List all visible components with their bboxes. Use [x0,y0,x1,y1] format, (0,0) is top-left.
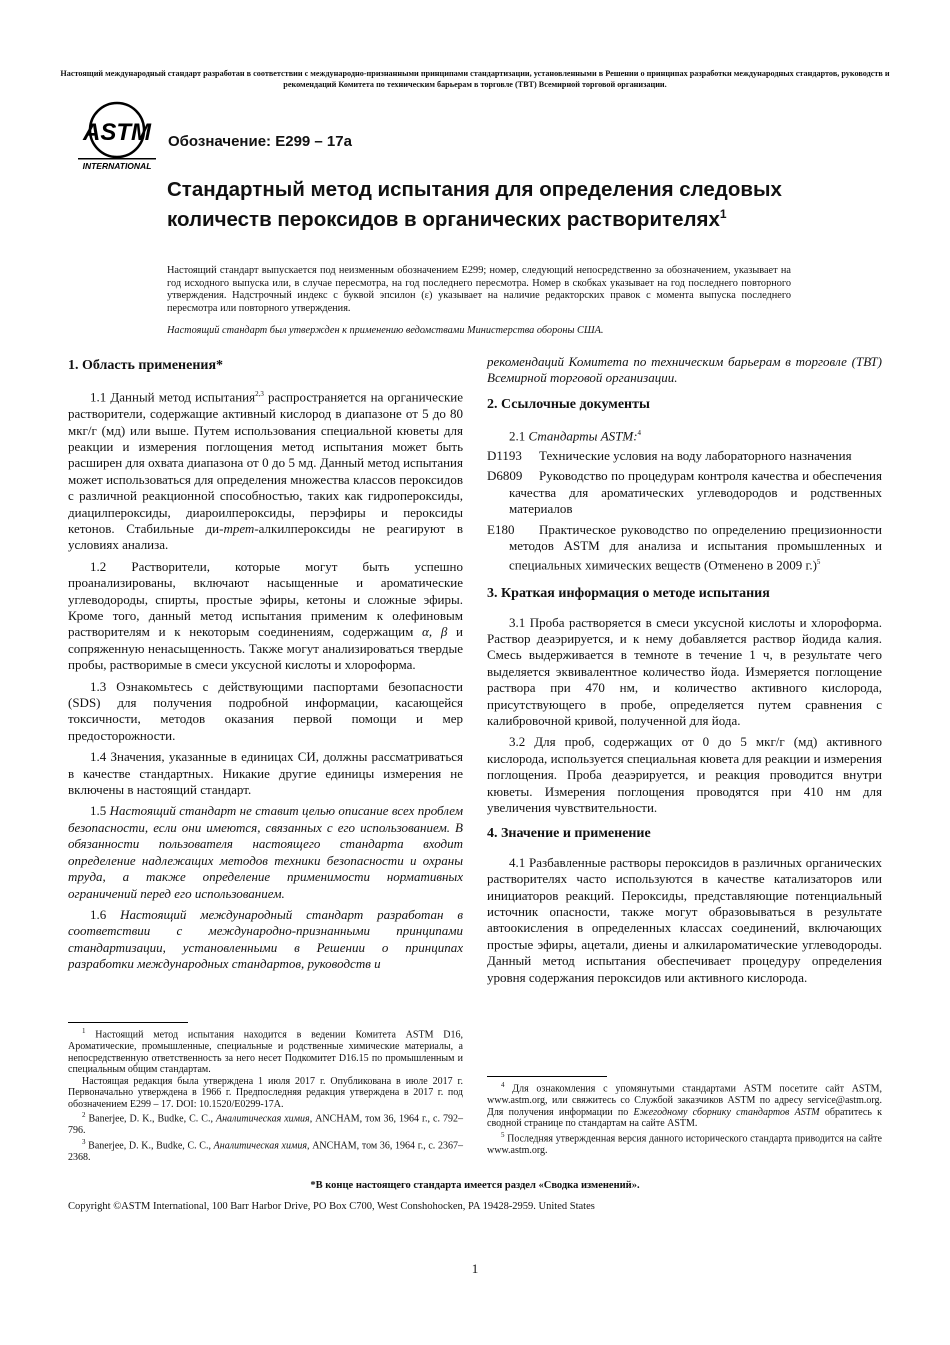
para-1-6-continued: рекомендаций Комитета по техническим барьерам в торговле (ТВТ) Всемирной торговой организации. [487,354,882,386]
designation: Обозначение: E299 – 17a [168,133,352,150]
para-3-1: 3.1 Проба растворяется в смеси уксусной кислоты и хлороформа. Раствор деаэрируется, и к нему добавляется раствор йодида калия. Смесь выдерживается в темноте в течение 1 ч, в результате чего выделяется эквивалентное количество йода. Измеряется поглощение раствора при 470 нм, и количество активного кислорода, присутствующего в пробе, определяется путем сравнения с калибровочной кривой, полученной для йода. [487,614,882,728]
para-3-2: 3.2 Для проб, содержащих от 0 до 5 мкг/г (мд) активного кислорода, используется специальная кювета для реакции и измерения поглощения. Проба деаэрируется, и реакция проводится внутри кюветы. Измерения поглощения проводятся при 410 нм для увеличения чувствительности. [487,734,882,815]
para-1-1: 1.1 Данный метод испытания$^{2,3}$ распространяется на органические растворители, содержащие активный кислород в диапазоне от 5 до 80 мкг/г (мд) или выше. Путем использования специальной кюветы для реакции и измерения поглощения метод испытания может быть расширен для охвата диапазона от 0 до 5 мд. Данный метод испытания может использоваться для определения множества классов пероксидов с различной реакционной способностью, таких как гидропероксиды, диацилпероксиды, диароилпероксиды, перэфиры и пероксиды кетонов. Стабильные ди-трет-алкилпероксиды не реагируют в условиях анализа. [68,389,463,553]
footnote-rule-left [68,1022,188,1023]
footnote-1: $^1$ Настоящий метод испытания находится в ведении Комитета ASTM D16, Ароматические, промышленные, специальные и родственные химические материалы, а непосредственную ответственность за него несет Подкомитет D16.15 по промышленным и специальным общим стандартам. [68,1027,463,1076]
header-notice: Настоящий международный стандарт разработан в соответствии с международно-признанными принципами стандартизации, установленными в Решении о принципах разработки международных стандартов, руководств и рекомендаций Комитета по техническим барьерам в торговле (ТВТ) Всемирной торговой организации. [60,69,890,89]
ref-d1193: D1193 Технические условия на воду лабораторного назначения [487,447,852,463]
footnote-2: $^2$ Banerjee, D. K., Budke, C. C., Аналитическая химия, ANCHAM, том 36, 1964 г., с. 792–796. [68,1111,463,1137]
footnotes-left [68,1026,463,1164]
footnote-rule-right [487,1076,607,1077]
footnote-3: $^3$ Banerjee, D. K., Budke, C. C., Аналитическая химия, ANCHAM, том 36, 1964 г., с. 2367–2368. [68,1138,463,1163]
para-1-6: 1.6 Настоящий международный стандарт разработан в соответствии с международно-признанными принципами стандартизации, установленными в Решении о принципах разработки международных стандартов, руководств и [68,906,463,972]
footnote-4: $^4$ Для ознакомления с упомянутыми стандартами ASTM посетите сайт ASTM, www.astm.org, или свяжитесь со Службой заказчиков ASTM по адресу service@astm.org. Для получения информации по Ежегодному сборнику стандартов ASTM обратитесь к сводной странице по стандартам на сайте ASTM. [487,1081,883,1130]
para-1-4: 1.4 Значения, указанные в единицах СИ, должны рассматриваться в качестве стандартных. Никакие другие единицы измерения не включены в настоящий стандарт. [68,749,463,798]
logo-text: ASTM [83,119,151,146]
para-1-3: 1.3 Ознакомьтесь с действующими паспортами безопасности (SDS) для получения подробной информации, касающейся токсичности, методов оказания первой помощи и мер предосторожности. [68,678,463,743]
document-title [167,177,787,232]
astm-logo [74,100,160,172]
para-1-2: 1.2 Растворители, которые могут быть успешно проанализированы, включают насыщенные и ароматические углеводороды, спирты, простые эфиры, кетоны и сложные эфиры. Кроме того, данный метод испытания применим к олефиновым растворителям и к некоторым соединениям, содержащим α, β и сопряженную ненасыщенность. Также могут анализироваться твердые пробы, растворимые в смеси уксусной кислоты и хлороформа. [68,558,463,673]
section-1-heading: 1. Область применения* [68,358,224,373]
section-2-heading: 2. Ссылочные документы [487,396,650,412]
para-1-5: 1.5 Настоящий стандарт не ставит целью описание всех проблем безопасности, если они имеются, связанных с его использованием. В обязанности пользователя настоящего стандарта входит определение надлежащих методов техники безопасности и охраны труда, а также определение применимости нормативных ограничений перед его использованием. [68,803,463,901]
astm-standards-label: 2.1 Стандарты ASTM:$^4$ [509,428,642,444]
footnotes-right [487,1080,882,1156]
copyright: Copyright ©ASTM International, 100 Barr Harbor Drive, PO Box C700, West Conshohocken, PA 19428-2959. United States [68,1201,595,1212]
ref-d6809: D6809 Руководство по процедурам контроля качества и обеспечения качества для ароматических углеводородов и родственных материалов [487,468,882,517]
section-4-heading: 4. Значение и применение [487,826,651,842]
right-column [487,354,882,991]
page-number: 1 [471,1261,479,1276]
ref-e180: E180 Практическое руководство по определению прецизионности методов ASTM для анализа и испытания промышленных и специальных химических веществ (Отменено в 2009 г.)$^5$ [487,521,882,573]
summary-of-changes-note: *В конце настоящего стандарта имеется раздел «Сводка изменений». [310,1180,640,1191]
title-text: Стандартный метод испытания для определения следовых количеств пероксидов в органических растворителях [167,178,782,231]
title-footnote-ref: 1 [719,207,727,221]
footnote-5: $^5$ Последняя утвержденная версия данного исторического стандарта приводится на сайте www.astm.org. [487,1130,882,1156]
footnote-1-revision: Настоящая редакция была утверждена 1 июля 2017 г. Опубликована в июле 2017 г. Первоначально утверждена в 1966 г. Предпоследняя редакция утверждена в 2017 г. под обозначением E299 – 17. DOI: 10.1520/E0299-17A. [68,1075,463,1110]
para-4-1: 4.1 Разбавленные растворы пероксидов в различных органических растворителях часто используются в качестве катализаторов или инициаторов реакций. Пероксиды, представляющие потенциальный источник опасности, также могут образовываться в результате автоокисления в определенных классах соединений, включающих простые эфиры, ацетали, диены и алкилароматические углеводороды. Данный метод испытания обеспечивает процедуру определения уровня содержания пероксидов или активного кислорода. [487,854,882,985]
section-3-heading: 3. Краткая информация о методе испытания [487,586,770,602]
intro-paragraph: Настоящий стандарт выпускается под неизменным обозначением E299; номер, следующий непосредственно за обозначением, указывает на год исходного выпуска или, в случае пересмотра, на год последнего пересмотра. Номер в скобках указывает на год последнего повторного утверждения. Надстрочный индекс с буквой эпсилон (ε) указывает на наличие редакторских правок с момента выпуска последнего пересмотра или повторного утверждения. [167,265,791,314]
dod-approval: Настоящий стандарт был утвержден к применению ведомствами Министерства обороны США. [167,325,604,336]
logo-subtext: INTERNATIONAL [82,161,152,171]
left-column [68,356,463,978]
